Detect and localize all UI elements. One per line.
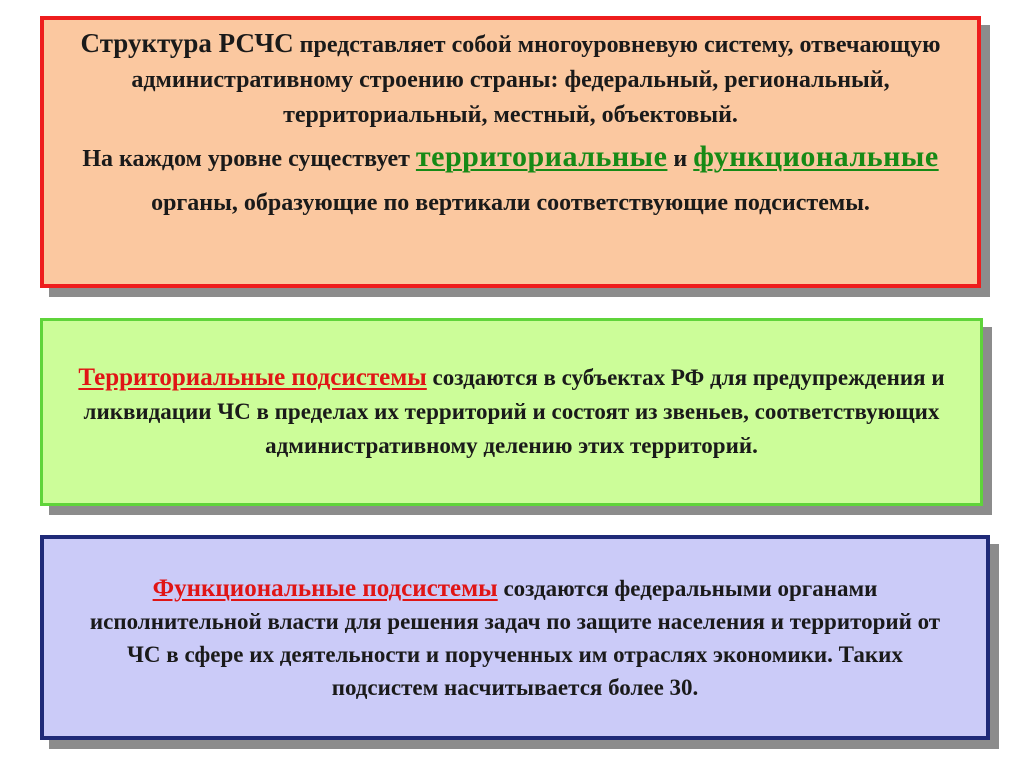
territorial-paragraph [71, 361, 952, 463]
structure-paragraph [64, 26, 957, 133]
rschs-structure-panel [40, 16, 981, 288]
functional-heading: Функциональные подсистемы [152, 574, 498, 602]
functional-highlight: функциональные [693, 140, 939, 173]
territorial-highlight: территориальные [415, 140, 668, 173]
functional-subsystems-panel [40, 535, 990, 740]
structure-text: представляет собой многоуровневую систему, отвечающую административному строению страны: федеральный, региональный, территориальный, местный, объектовый. [131, 32, 941, 128]
levels-text-pre: На каждом уровне существует [82, 146, 416, 172]
functional-paragraph [72, 572, 958, 704]
levels-text-post: органы, образующие по вертикали соответствующие подсистемы. [151, 190, 870, 216]
territorial-heading: Территориальные подсистемы [78, 364, 427, 391]
territorial-subsystems-panel [40, 318, 983, 506]
structure-title: Структура РСЧС [80, 28, 294, 58]
levels-text-mid: и [667, 146, 694, 172]
functional-text: создаются федеральными органами исполнительной власти для решения задач по защите населения и территорий от ЧС в сфере их деятельности и порученных им отраслях экономики. Таких подсистем насчитывается более 30. [89, 575, 941, 700]
territorial-text: создаются в субъектах РФ для предупреждения и ликвидации ЧС в пределах их территорий и состоят из звеньев, соответствующих административному делению этих территорий. [83, 365, 945, 458]
levels-paragraph [64, 135, 957, 225]
